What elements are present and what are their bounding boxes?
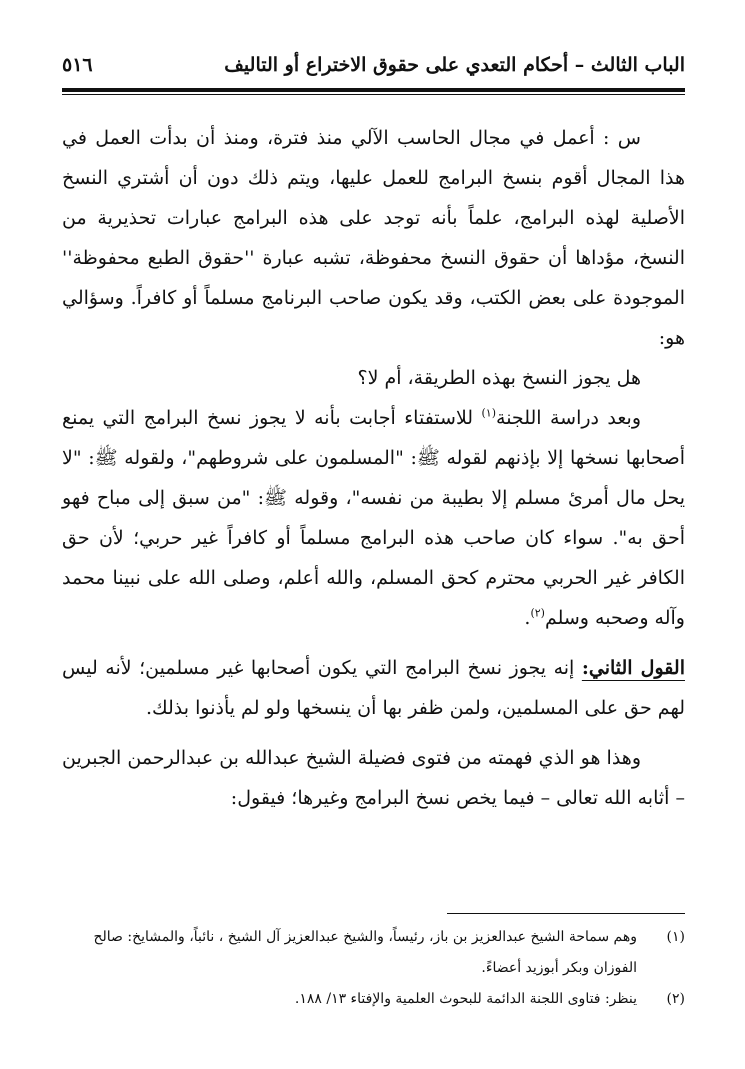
question-line: هل يجوز النسخ بهذه الطريقة، أم لا؟ xyxy=(357,367,641,389)
answer-intro: وبعد دراسة اللجنة xyxy=(496,407,642,429)
page-number: ٥١٦ xyxy=(62,54,93,76)
second-opinion-text: إنه يجوز نسخ البرامج التي يكون أصحابها غير مسلمين؛ لأنه ليس لهم حق على المسلمين، ولمن ظفر بها أن ينسخها ولو لم يأذنوا بذلك. xyxy=(62,657,685,719)
footnote-number: (٢) xyxy=(666,991,685,1007)
running-title: الباب الثالث – أحكام التعدي على حقوق الاختراع أو التاليف xyxy=(224,54,685,76)
main-text xyxy=(62,118,685,818)
footnote-text: ينظر: فتاوى اللجنة الدائمة للبحوث العلمية والإفتاء ١٣/ ١٨٨. xyxy=(294,991,637,1007)
question-paragraph: س : أعمل في مجال الحاسب الآلي منذ فترة، ومنذ أن بدأت العمل في هذا المجال أقوم بنسخ البرامج للعمل عليها، ويتم ذلك دون أن أشتري النسخ الأصلية لهذه البرامج، علماً بأنه توجد على هذه البرامج عبارات تحذيرية من النسخ، مؤداها أن حقوق النسخ محفوظة، تشبه عبارة ''حقوق الطبع محفوظة'' الموجودة على بعض الكتب، وقد يكون صاحب البرنامج مسلماً أو كافراً. وسؤالي هو: xyxy=(62,127,685,349)
footnote-2 xyxy=(62,984,685,1015)
footnote-text: وهم سماحة الشيخ عبدالعزيز بن باز، رئيساً، والشيخ عبدالعزيز آل الشيخ ، نائباً، والمشايخ: صالح الفوزان وبكر أبوزيد أعضاءً. xyxy=(93,929,637,976)
answer-body: للاستفتاء أجابت بأنه لا يجوز نسخ البرامج التي يمنع أصحابها نسخها إلا بإذنهم لقوله ﷺ: "المسلمون على شروطهم"، ولقوله ﷺ: "لا يحل مال أمرئ مسلم إلا بطيبة من نفسه"، وقوله ﷺ: "من سبق إلى مباح فهو أحق به". سواء كان صاحب هذه البرامج مسلماً أو كافراً غير حربي؛ لأن حق الكافر غير الحربي محترم كحق المسلم، والله أعلم، وصلى الله على نبينا محمد وآله وصحبه وسلم xyxy=(62,407,685,629)
footnotes xyxy=(62,922,685,1015)
footnote-ref-1[interactable]: (١) xyxy=(481,406,497,420)
second-opinion-label: القول الثاني: xyxy=(581,657,685,679)
second-opinion-paragraph xyxy=(62,648,685,728)
footnote-number: (١) xyxy=(666,929,685,945)
answer-paragraph xyxy=(62,398,685,638)
header-rule-thick xyxy=(62,88,685,92)
footnote-ref-2[interactable]: (٢) xyxy=(530,606,545,620)
running-header xyxy=(62,44,685,86)
footnote-separator xyxy=(447,913,685,914)
header-rule-thin xyxy=(62,94,685,95)
closing-paragraph: وهذا هو الذي فهمته من فتوى فضيلة الشيخ عبدالله بن عبدالرحمن الجبرين – أثابه الله تعالى – فيما يخص نسخ البرامج وغيرها؛ فيقول: xyxy=(62,747,685,809)
answer-end: . xyxy=(524,607,531,629)
footnote-1 xyxy=(62,922,685,984)
